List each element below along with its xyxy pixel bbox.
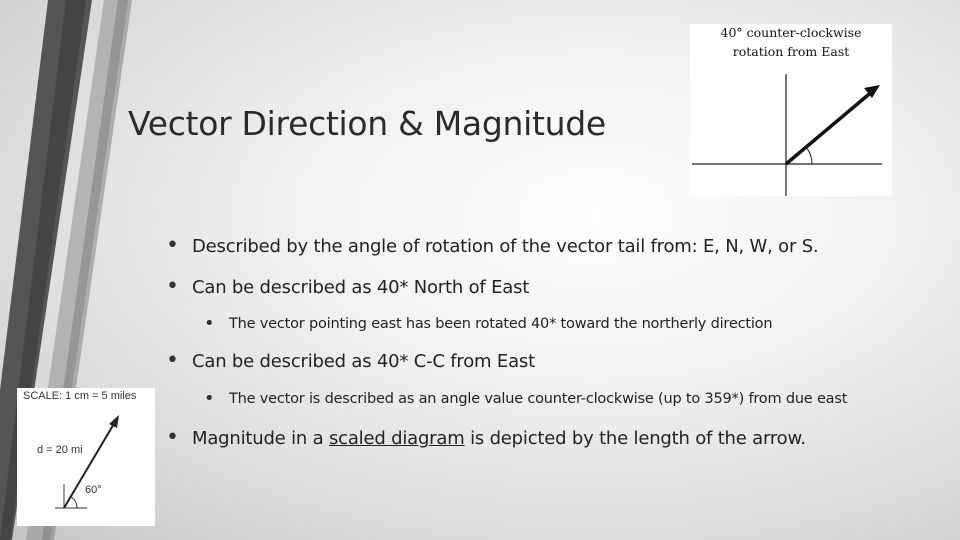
sub-bullet-item bbox=[204, 313, 773, 334]
bullet-item bbox=[166, 425, 806, 450]
magnitude-label: d = 20 mi bbox=[37, 444, 83, 456]
bullet-text-before: Magnitude in a bbox=[192, 428, 329, 449]
scale-diagram bbox=[17, 388, 155, 526]
arrow-head-icon bbox=[109, 415, 119, 428]
page-title: Vector Direction & Magnitude bbox=[128, 104, 606, 143]
sub-bullet-item bbox=[204, 388, 848, 409]
bullet-icon: • bbox=[204, 388, 215, 409]
angle-arc bbox=[806, 147, 812, 164]
angle-label: 60° bbox=[85, 484, 102, 496]
diagram-caption-line1: 40° counter-clockwise bbox=[720, 25, 862, 40]
vector-arrow bbox=[786, 90, 874, 164]
bullet-icon: • bbox=[166, 233, 179, 258]
bullet-text: Described by the angle of rotation of the vector tail from: E, N, W, or S. bbox=[192, 236, 819, 257]
bullet-item bbox=[166, 348, 535, 373]
bullet-icon: • bbox=[204, 313, 215, 334]
scale-diagram-drawing bbox=[17, 388, 155, 526]
bullet-icon: • bbox=[166, 425, 179, 450]
scaled-diagram-link[interactable]: scaled diagram bbox=[328, 428, 465, 449]
bullet-text: The vector pointing east has been rotated 40* toward the northerly direction bbox=[229, 316, 773, 332]
rotation-diagram-drawing bbox=[690, 24, 892, 196]
bullet-icon: • bbox=[166, 274, 179, 299]
diagram-caption-line2: rotation from East bbox=[732, 44, 850, 59]
rotation-diagram bbox=[690, 24, 892, 196]
bullet-text: Can be described as 40* North of East bbox=[192, 277, 530, 298]
bullet-icon: • bbox=[166, 348, 179, 373]
bullet-text-after: is depicted by the length of the arrow. bbox=[464, 428, 806, 449]
bullet-text: Can be described as 40* C-C from East bbox=[192, 351, 535, 372]
bullet-item bbox=[166, 233, 819, 258]
angle-arc bbox=[71, 497, 77, 508]
scale-label: SCALE: 1 cm = 5 miles bbox=[23, 390, 137, 402]
bullet-text: The vector is described as an angle value counter-clockwise (up to 359*) from due east bbox=[229, 391, 848, 407]
bullet-item bbox=[166, 274, 530, 299]
